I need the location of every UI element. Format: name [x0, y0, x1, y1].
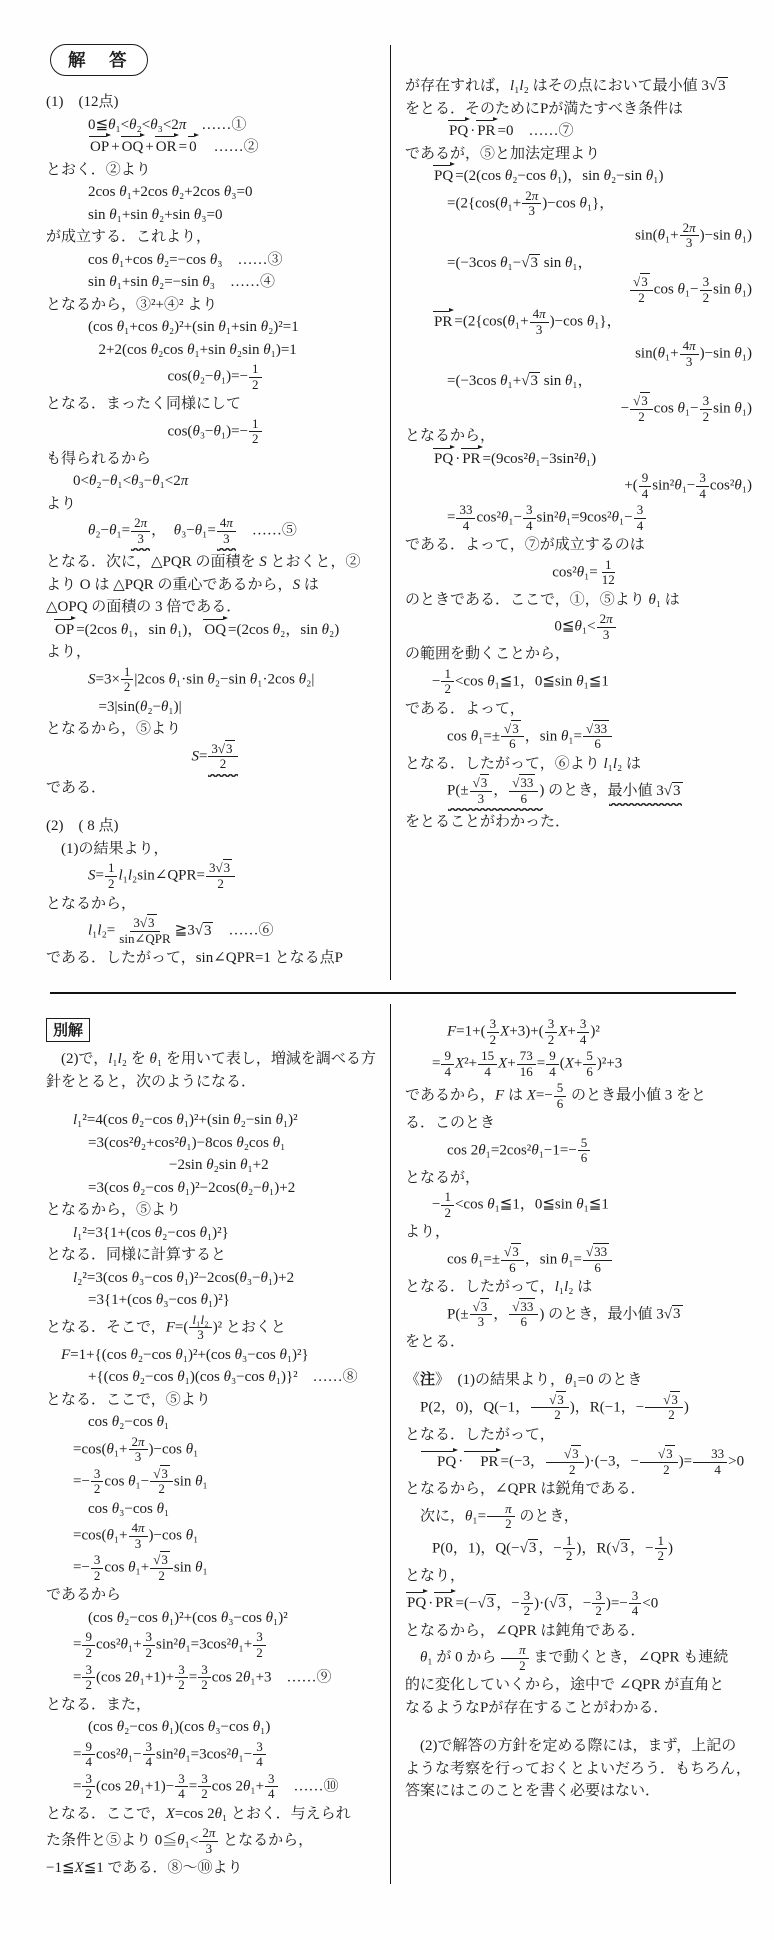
alt-solution-label: 別解	[46, 1018, 90, 1042]
formula-line: = $\frac{9}{4}$ X²+ $\frac{15}{4}$ X+ $\frac{73}{16}$ = $\frac{9}{4}$ (X+ $\frac{5}{6}$ )²+3	[432, 1048, 623, 1079]
text-line: となる．ここで，⑤より	[46, 1391, 211, 1408]
text-line: θ₁ が 0 から $\frac{\pi}{2}$ まで動くとき，∠QPR も連続	[420, 1642, 729, 1673]
text-line: (2) ( 8 点)	[46, 818, 119, 835]
formula-line: cos(θ₂−θ₁)=− $\frac{1}{2}$	[46, 361, 384, 393]
formula-line: =− $\frac{3}{2}$ cos θ₁+ $\frac{√3}{2}$ sin θ₁	[73, 1552, 208, 1583]
text-line: となる．したがって，⑥より l₁l₂ は	[405, 755, 642, 772]
formula-line: = $\frac{3}{2}$ (cos 2θ₁+1)− $\frac{3}{4}$ = $\frac{3}{2}$ cos 2θ₁+ $\frac{3}{4}$ ……⑩	[73, 1770, 339, 1802]
formula-line: = $\frac{33}{4}$ cos²θ₁− $\frac{3}{4}$ sin²θ₁=9cos²θ₁− $\frac{3}{4}$	[447, 502, 766, 534]
formula-line: l₂²=3(cos θ₃−cos θ₁)²−2cos(θ₃−θ₁)+2	[73, 1269, 295, 1286]
alt-left-lines	[46, 1048, 384, 1880]
text-line: となる．また，	[46, 1696, 152, 1713]
alt-left-column	[0, 1004, 390, 1884]
text-line: となるから，③²+④² より	[46, 296, 218, 313]
text-line: より O は △PQR の重心であるから，S は	[46, 576, 319, 593]
formula-line: (cos θ₂−cos θ₁)²+(cos θ₃−cos θ₁)²	[88, 1609, 288, 1626]
formula-line: sin θ₁+sin θ₂=−sin θ₃ ……④	[88, 274, 275, 290]
text-line: をとる．	[405, 1333, 466, 1350]
text-line: が存在すれば，l₁l₂ はその点において最小値 3√3	[405, 78, 726, 94]
formula-line: =(−3cos θ₁−√3 sin θ₁，	[447, 254, 593, 271]
text-line: をとる．そのためにPが満たすべき条件は	[405, 100, 684, 117]
text-line: (2)で解答の方針を定める際には，まず，上記の	[420, 1738, 737, 1755]
formula-line: 0<θ₂−θ₁<θ₃−θ₁<2π	[73, 473, 189, 490]
formula-line: l₁²=4(cos θ₂−cos θ₁)²+(sin θ₂−sin θ₁)²	[73, 1112, 298, 1128]
formula-line: cos θ₂−cos θ₁	[88, 1414, 170, 1431]
formula-line: P(± $\frac{√3}{3}$ ， $\frac{√33}{6}$ ) のとき，最小値 3√3	[447, 775, 766, 811]
spacer	[46, 1093, 384, 1109]
text-line: となる．まったく同様にして	[46, 396, 242, 413]
text-line: である．よって，⑦が成立するのは	[405, 537, 645, 554]
formula-line: cos²θ₁= $\frac{1}{12}$	[552, 556, 615, 588]
text-line: となる．したがって，l₁l₂ は	[405, 1279, 593, 1296]
formula-line: 0≦θ₁< $\frac{2\pi}{3}$	[405, 611, 766, 643]
formula-line: cos θ₁=± $\frac{√3}{6}$ ，sin θ₁= $\frac{√33}{6}$	[447, 721, 766, 753]
formula-line: = $\frac{3}{2}$ (cos 2θ₁+1)+ $\frac{3}{2}$ = $\frac{3}{2}$ cos 2θ₁+3 ……⑨	[73, 1661, 332, 1693]
text-line: であるから	[46, 1587, 122, 1604]
text-line: となるから，∠QPR は鈍角である．	[405, 1622, 646, 1639]
formula-line: OP =(2cos θ₁，sin θ₁)， OQ =(2cos θ₂，sin θ₂)	[53, 619, 384, 642]
formula-line: P(0，1)，Q(−√3 ，− $\frac{1}{2}$ )，R(√3 ，− $\frac{1}{2}$ )	[432, 1532, 674, 1564]
text-line: となる．同様に計算すると	[46, 1247, 227, 1263]
formula-line: 0≦θ₁<θ₂<θ₃<2π ……①	[88, 116, 247, 133]
formula-line: PQ =(2(cos θ₂−cos θ₁)，sin θ₂−sin θ₁)	[432, 165, 766, 188]
formula-line: +( $\frac{9}{4}$ sin²θ₁− $\frac{3}{4}$ cos²θ₁)	[624, 470, 752, 501]
text-line: も得られるから	[46, 450, 152, 467]
text-line: である．したがって，sin∠QPR=1 となる点P	[46, 950, 344, 967]
text-line: である．	[46, 779, 107, 796]
formula-line: = $\frac{9}{4}$ cos²θ₁− $\frac{3}{4}$ sin²θ₁=3cos²θ₁− $\frac{3}{4}$	[73, 1739, 384, 1771]
text-line: P(2，0)，Q(−1， $\frac{√3}{2}$ )，R(−1，− $\frac{√3}{2}$ )	[420, 1391, 689, 1423]
formula-line: − $\frac{1}{2}$ <cos θ₁≦1，0≦sin θ₁≦1	[432, 1189, 609, 1220]
formula-line: =3{1+(cos θ₃−cos θ₁)²}	[88, 1292, 230, 1308]
text-line: より，	[46, 644, 92, 661]
text-line: ような考察を行っておくとよいだろう．もちろん，	[405, 1760, 751, 1777]
text-line: であるが，⑤と加法定理より	[405, 145, 601, 162]
formula-line: 2cos θ₁+2cos θ₂+2cos θ₃=0	[88, 184, 253, 200]
alt-right-column	[390, 1004, 774, 1884]
main-right-column	[390, 45, 774, 980]
text-line: 針をとると，次のようになる．	[46, 1073, 257, 1090]
formula-line: P(± $\frac{√3}{3}$ ， $\frac{√33}{6}$ ) のとき，最小値 3√3	[447, 1298, 681, 1330]
formula-line: cos θ₁=± $\frac{√3}{6}$ ，sin θ₁= $\frac{√33}{6}$	[447, 1244, 766, 1276]
text-line: 《注》 (1)の結果より，θ₁=0 のとき	[405, 1372, 643, 1389]
formula-line: = $\frac{9}{2}$ cos²θ₁+ $\frac{3}{2}$ sin²θ₁=3cos²θ₁+ $\frac{3}{2}$	[73, 1629, 384, 1661]
formula-line: sin θ₁+sin θ₂+sin θ₃=0	[88, 206, 223, 223]
formula-line: sin(θ₁+ $\frac{4\pi}{3}$ )−sin θ₁)	[635, 338, 752, 369]
text-line: (1)の結果より，	[61, 840, 169, 857]
text-line: となるから，⑤より	[46, 721, 182, 738]
formula-line: $\frac{√3}{2}$ cos θ₁− $\frac{3}{2}$ sin θ₁)	[405, 274, 766, 306]
formula-line: S= $\frac{1}{2}$ l₁l₂sin∠QPR= $\frac{3√3}{2}$	[88, 860, 384, 892]
text-line: となる．ここで，X=cos 2θ₁ とおく．与えられ	[46, 1805, 351, 1822]
text-line: △OPQ の面積の 3 倍である．	[46, 599, 242, 616]
formula-line: S= $\frac{3√3}{2}$	[46, 741, 384, 777]
formula-line: − $\frac{√3}{2}$ cos θ₁− $\frac{3}{2}$ sin θ₁)	[620, 392, 752, 424]
text-line: をとることがわかった．	[405, 814, 571, 831]
text-line: −1≦X≦1 である．⑧〜⑩より	[46, 1860, 243, 1877]
formula-line: cos 2θ₁=2cos²θ₁−1=− $\frac{5}{6}$	[447, 1135, 766, 1167]
text-line: とおく．②より	[46, 161, 151, 178]
spacer	[46, 799, 384, 815]
formula-line: (cos θ₁+cos θ₂)²+(sin θ₁+sin θ₂)²=1	[88, 319, 299, 335]
formula-line: +{(cos θ₂−cos θ₁)(cos θ₃−cos θ₁)}² ……⑧	[88, 1369, 358, 1386]
formula-line: S=3× $\frac{1}{2}$ |2cos θ₁·sin θ₂−sin θ₁·2cos θ₂|	[88, 663, 315, 695]
text-line: より，	[405, 1224, 451, 1241]
text-line: となるから，	[405, 428, 496, 445]
text-line: 的に変化していくから，途中で ∠QPR が直角と	[405, 1677, 725, 1694]
main-left-column	[0, 45, 390, 980]
answer-header-badge: 解 答	[50, 44, 148, 76]
text-line: となり，	[405, 1568, 466, 1585]
section-main-answer	[0, 45, 774, 980]
section-divider-rule	[50, 992, 736, 994]
formula-line: OP + OQ + OR = 0 ……②	[88, 136, 384, 159]
formula-line: cos(θ₃−θ₁)=− $\frac{1}{2}$	[46, 416, 384, 448]
text-line: となる．したがって，	[405, 1426, 555, 1443]
formula-line: =3(cos²θ₂+cos²θ₁)−8cos θ₂cos θ₁	[88, 1134, 286, 1151]
formula-line: l₁l₂= 3√3 sin∠QPR ≧3√3 ……⑥	[88, 915, 274, 946]
text-line: である．よって，	[405, 701, 525, 718]
formula-line: =(2{cos(θ₁+ $\frac{2\pi}{3}$ )−cos θ₁}，	[447, 187, 615, 219]
text-line: F=1+{(cos θ₂−cos θ₁)²+(cos θ₃−cos θ₁)²}	[61, 1346, 309, 1363]
text-line: る．このとき	[405, 1115, 496, 1132]
formula-line: F=1+( $\frac{3}{2}$ X+3)+( $\frac{3}{2}$ X+ $\frac{3}{4}$ )²	[447, 1016, 600, 1047]
formula-line: sin(θ₁+ $\frac{2\pi}{3}$ )−sin θ₁)	[635, 219, 752, 251]
text-line: となるが，	[405, 1169, 481, 1186]
text-line: 答案にはこのことを書く必要はない．	[405, 1783, 661, 1800]
formula-line: PQ · PR =(9cos²θ₁−3sin²θ₁)	[432, 448, 766, 471]
text-line: PQ · PR =(−√3 ，− $\frac{3}{2}$ )·(√3 ，− $\frac{3}{2}$ )=− $\frac{3}{4}$ <0	[407, 1587, 659, 1619]
formula-line: − $\frac{1}{2}$ <cos θ₁≦1，0≦sin θ₁≦1	[432, 665, 609, 697]
formula-line: PR =(2{cos(θ₁+ $\frac{4\pi}{3}$ )−cos θ₁}，	[434, 306, 622, 337]
spacer	[405, 1719, 766, 1735]
formula-line: =3|sin(θ₂−θ₁)|	[98, 698, 182, 715]
formula-line: l₁²=3{1+(cos θ₂−cos θ₁)²}	[73, 1224, 229, 1241]
formula-line: PQ · PR =0 ……⑦	[447, 120, 766, 143]
text-line: が成立する．これより，	[46, 229, 212, 245]
text-line: となるから，∠QPR は鋭角である．	[405, 1481, 646, 1498]
text-line: 次に，θ₁= $\frac{\pi}{2}$ のとき，	[420, 1500, 579, 1532]
spacer	[405, 1353, 766, 1369]
text-line: (2)で，l₁l₂ を θ₁ を用いて表し，増減を調べる方	[61, 1051, 376, 1067]
formula-line: =3(cos θ₂−cos θ₁)²−2cos(θ₂−θ₁)+2	[88, 1179, 296, 1196]
formula-line: 2+2(cos θ₂cos θ₁+sin θ₂sin θ₁)=1	[98, 341, 297, 358]
formula-line: cos θ₁+cos θ₂=−cos θ₃ ……③	[88, 251, 283, 268]
text-line: のときである．ここで，①，⑤より θ₁ は	[405, 591, 680, 608]
formula-line: cos θ₃−cos θ₁	[88, 1500, 170, 1517]
text-line: となるから，	[46, 895, 137, 912]
text-line: となる．そこで，F=( $\frac{\text{l₁l₂}}{3}$ )² とおくと	[46, 1311, 286, 1343]
formula-line: =cos(θ₁+ $\frac{2\pi}{3}$ )−cos θ₁	[73, 1433, 199, 1465]
text-line: となるから，⑤より	[46, 1202, 182, 1218]
formula-line: =(−3cos θ₁+√3 sin θ₁，	[447, 373, 593, 390]
formula-line: (cos θ₂−cos θ₁)(cos θ₃−cos θ₁)	[88, 1719, 271, 1736]
text-line: となる．次に，△PQR の面積を S とおくと，②	[46, 554, 361, 571]
formula-line: =cos(θ₁+ $\frac{4\pi}{3}$ )−cos θ₁	[73, 1520, 199, 1551]
text-line: PQ · PR =(−3， $\frac{√3}{2}$ )·(−3，− $\frac{√3}{2}$ )= $\frac{33}{4}$ >0	[405, 1446, 766, 1478]
text-line: (1) (12点)	[46, 94, 119, 110]
text-line: なるようなPが存在することがわかる．	[405, 1699, 669, 1716]
section-alternative-solution	[0, 1004, 774, 1884]
text-line: であるから，F は X=− $\frac{5}{6}$ のとき最小値 3 をと	[405, 1080, 707, 1111]
text-line: た条件と⑤より 0≦θ₁< $\frac{2\pi}{3}$ となるから，	[46, 1825, 314, 1856]
text-line: より	[46, 495, 77, 512]
formula-line: =− $\frac{3}{2}$ cos θ₁− $\frac{√3}{2}$ sin θ₁	[73, 1465, 208, 1497]
text-line: の範囲を動くことから，	[405, 646, 571, 663]
formula-line: θ₂−θ₁= $\frac{2\pi}{3}$ ， θ₃−θ₁= $\frac{4\pi}{3}$ ……⑤	[88, 515, 384, 551]
formula-line: −2sin θ₂sin θ₁+2	[169, 1157, 269, 1173]
